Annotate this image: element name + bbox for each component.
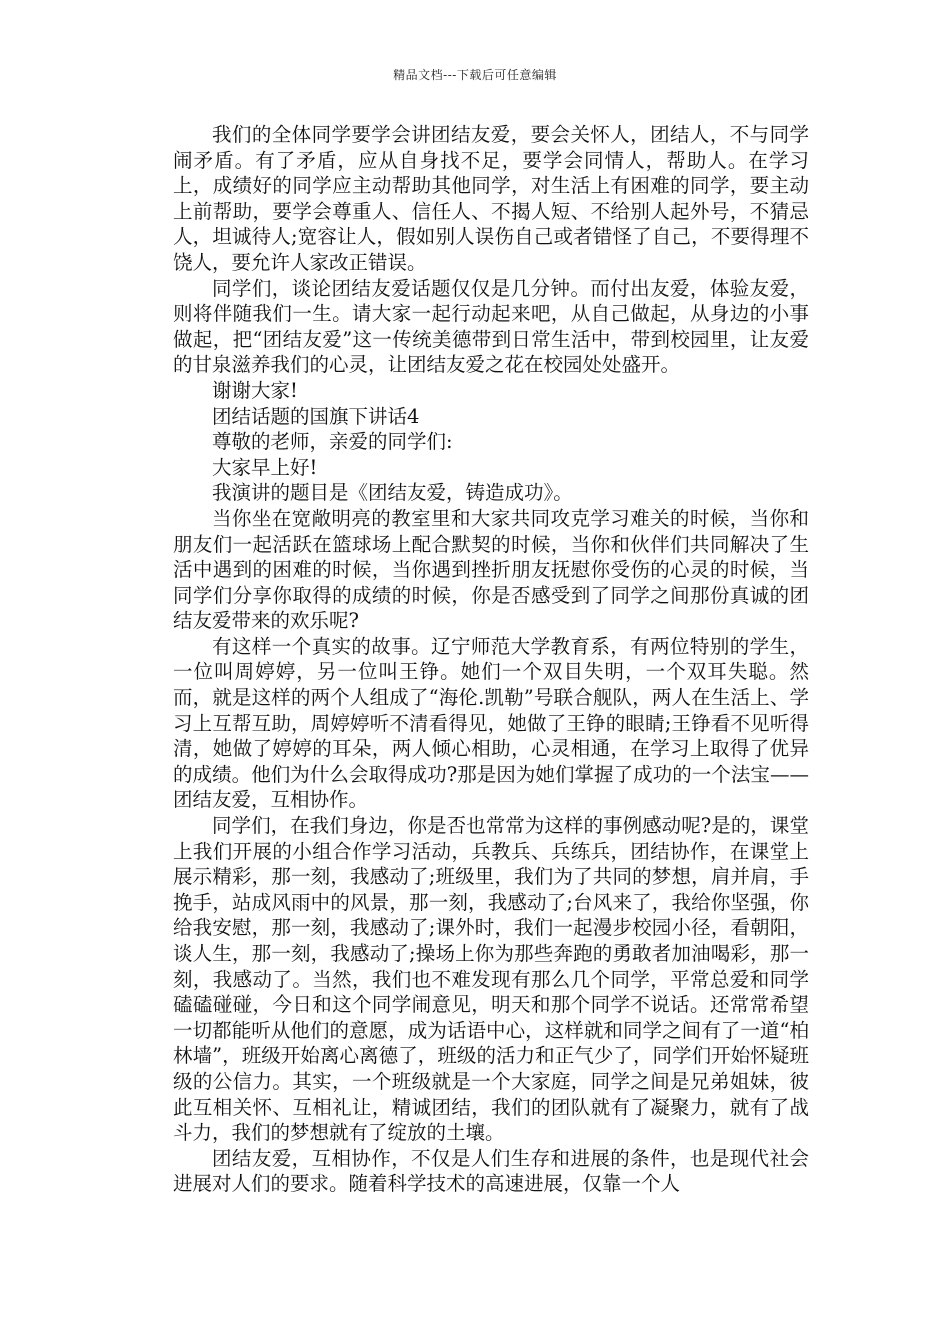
paragraph-topic: 我演讲的题目是《团结友爱，铸造成功》。 xyxy=(212,481,573,505)
paragraph-moments: 同学们，在我们身边，你是否也常常为这样的事例感动呢?是的，课堂上我们开展的小组合作学习活动，兵教兵、兵练兵，团结协作，在课堂上展示精彩，那一刻，我感动了;班级里，我们为了共同的梦想，肩并肩，手挽手，站成风雨中的风景，那一刻，我感动了;台风来了，我给你坚强，你给我安慰，那一刻，我感动了;课外时，我们一起漫步校园小径，看朝阳，谈人生，那一刻，我感动了;操场上你为那些奔跑的勇敢者加油喝彩，那一刻，我感动了。当然，我们也不难发现有那么几个同学，平常总爱和同学磕磕碰碰，今日和这个同学闹意见，明天和那个同学不说话。还常常希望一切都能听从他们的意愿，成为话语中心，这样就和同学之间有了一道“柏林墙”，班级开始离心离德了，班级的活力和正气少了，同学们开始怀疑班级的公信力。其实，一个班级就是一个大家庭，同学之间是兄弟姐妹，彼此互相关怀、互相礼让，精诚团结，我们的团队就有了凝聚力，就有了战斗力，我们的梦想就有了绽放的土壤。 xyxy=(173,814,809,1145)
greeting: 大家早上好! xyxy=(212,455,318,479)
paragraph-classroom: 当你坐在宽敞明亮的教室里和大家共同攻克学习难关的时候，当你和朋友们一起活跃在篮球场上配合默契的时候，当你和伙伴们共同解决了生活中遇到的困难的时候，当你遇到挫折朋友抚慰你受伤的心灵的时候，当同学们分享你取得的成绩的时候，你是否感受到了同学之间那份真诚的团结友爱带来的欢乐呢? xyxy=(173,506,809,633)
speech-title: 团结话题的国旗下讲话4 xyxy=(212,404,420,428)
paragraph-call-to-action: 同学们，谈论团结友爱话题仅仅是几分钟。而付出友爱，体验友爱，则将伴随我们一生。请大家一起行动起来吧，从自己做起，从身边的小事做起，把“团结友爱”这一传统美德带到日常生活中，带到校园里，让友爱的甘泉滋养我们的心灵，让团结友爱之花在校园处处盛开。 xyxy=(173,276,809,377)
paragraph-thanks: 谢谢大家! xyxy=(212,378,298,402)
page-header: 精品文档---下载后可任意编辑 xyxy=(393,68,557,82)
document-body xyxy=(173,122,809,1197)
salutation: 尊敬的老师，亲爱的同学们: xyxy=(212,430,453,454)
paragraph-story: 有这样一个真实的故事。辽宁师范大学教育系，有两位特别的学生，一位叫周婷婷，另一位叫王铮。她们一个双目失明，一个双耳失聪。然而，就是这样的两个人组成了“海伦.凯勒”号联合舰队，两人在生活上、学习上互帮互助，周婷婷听不清看得见，她做了王铮的眼睛;王铮看不见听得清，她做了婷婷的耳朵，两人倾心相助，心灵相通，在学习上取得了优异的成绩。他们为什么会取得成功?那是因为她们掌握了成功的一个法宝——团结友爱，互相协作。 xyxy=(173,634,809,812)
paragraph-unity-advice: 我们的全体同学要学会讲团结友爱，要会关怀人，团结人，不与同学闹矛盾。有了矛盾，应从自身找不足，要学会同情人，帮助人。在学习上，成绩好的同学应主动帮助其他同学，对生活上有困难的同学，要主动上前帮助，要学会尊重人、信任人、不揭人短、不给别人起外号，不猜忌人，坦诚待人;宽容让人，假如别人误伤自己或者错怪了自己，不要得理不饶人，要允许人家改正错误。 xyxy=(173,123,809,274)
paragraph-cooperation: 团结友爱，互相协作，不仅是人们生存和进展的条件，也是现代社会进展对人们的要求。随着科学技术的高速进展，仅靠一个人 xyxy=(173,1146,809,1196)
